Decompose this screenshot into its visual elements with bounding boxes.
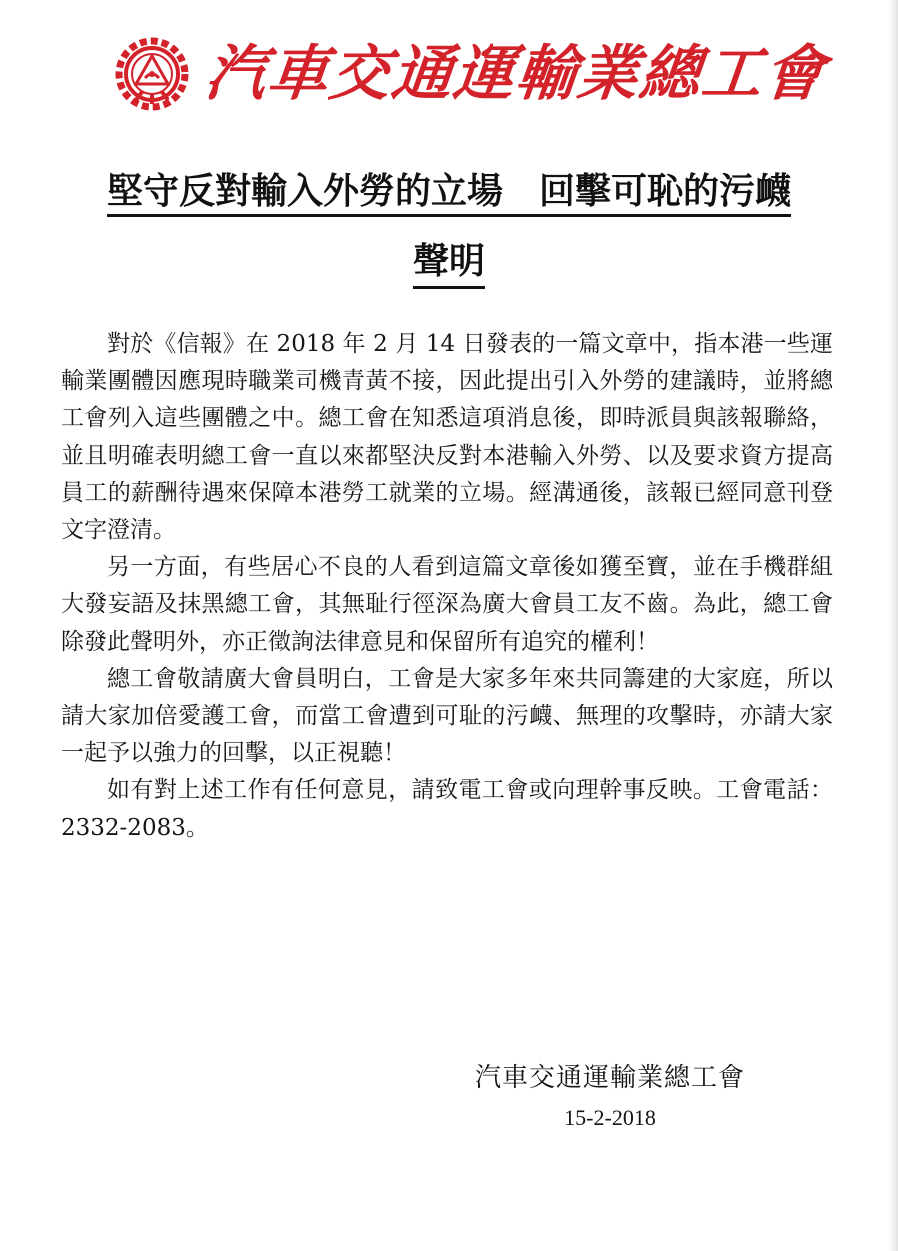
paragraph-contact: 如有對上述工作有任何意見，請致電工會或向理幹事反映。工會電話：2332-2083。	[61, 777, 833, 841]
letterhead	[112, 26, 830, 116]
statement-subtitle	[40, 238, 858, 286]
signature-organization: 汽車交通運輸業總工會	[474, 1063, 745, 1093]
signature-date: 15-2-2018	[564, 1105, 656, 1130]
signature-block	[430, 1058, 790, 1134]
statement-subtitle-text: 聲明	[413, 241, 485, 289]
union-cogwheel-emblem-icon	[112, 34, 192, 114]
paragraph-legal-warning: 另一方面，有些居心不良的人看到這篇文章後如獲至寶，並在手機群組大發妄語及抹黑總工會，其無耻行徑深為廣大會員工友不齒。為此，總工會除發此聲明外，亦正徵詢法律意見和保留所有追究的權利！	[61, 554, 833, 655]
organization-logo-text: 汽車交通運輸業總工會	[202, 39, 830, 109]
paragraph-call-to-members: 總工會敬請廣大會員明白，工會是大家多年來共同籌建的大家庭，所以請大家加倍愛護工會，而當工會遭到可耻的污衊、無理的攻擊時，亦請大家一起予以強力的回擊，以正視聽！	[61, 665, 833, 767]
statement-body	[61, 326, 833, 847]
statement-title-text: 堅守反對輸入外勞的立場 回擊可恥的污衊	[107, 171, 791, 217]
paragraph-clarification: 對於《信報》在 2018 年 2 月 14 日發表的一篇文章中，指本港一些運輸業團體因應現時職業司機青黃不接，因此提出引入外勞的建議時，並將總工會列入這些團體之中。總工會在知悉這項消息後，即時派員與該報聯絡，並且明確表明總工會一直以來都堅決反對本港輸入外勞、以及要求資方提高員工的薪酬待遇來保障本港勞工就業的立場。經溝通後，該報已經同意刊登文字澄清。	[61, 331, 833, 544]
page-edge-shadow	[888, 0, 898, 1251]
statement-title	[40, 168, 858, 216]
